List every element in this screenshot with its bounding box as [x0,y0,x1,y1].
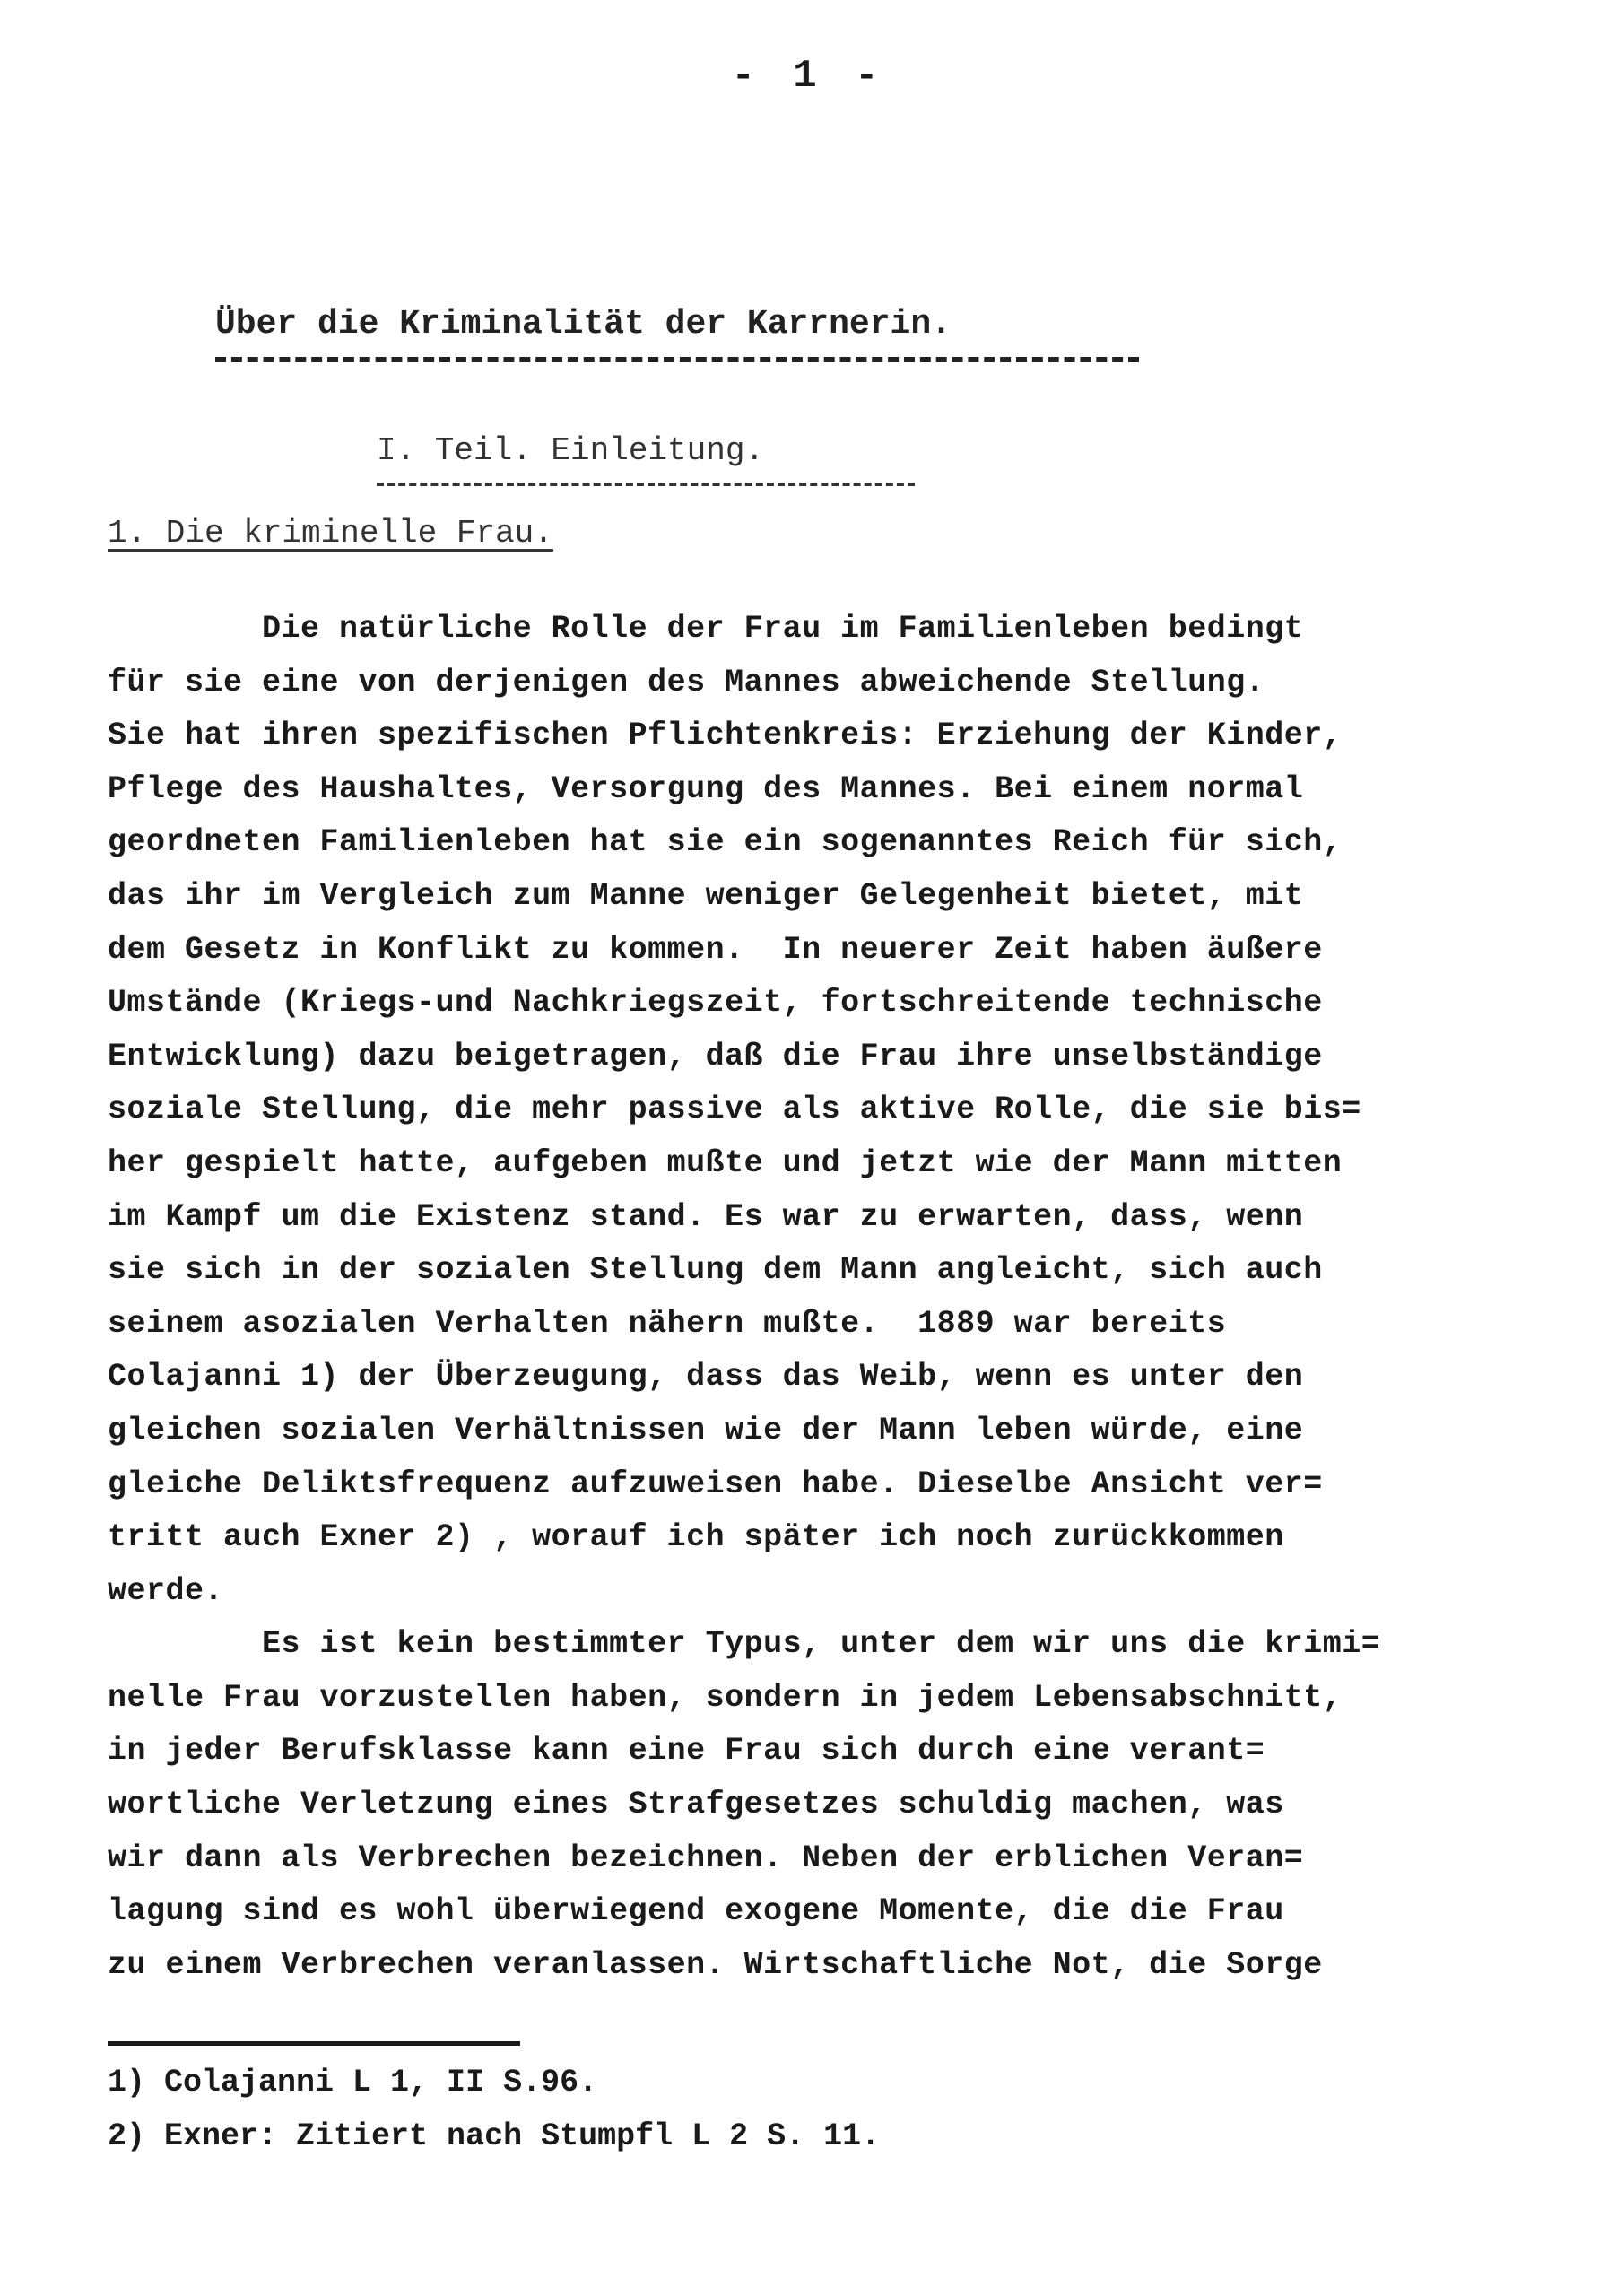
body-line: tritt auch Exner 2) , worauf ich später ich noch zurückkommen [108,1519,1284,1556]
body-line: wortliche Verletzung eines Strafgesetzes schuldig machen, was [108,1787,1284,1823]
footnote-separator [108,2041,520,2046]
page-number: - 1 - [731,54,886,99]
body-line: her gespielt hatte, aufgeben mußte und jetzt wie der Mann mitten [108,1144,1343,1181]
body-line: Die natürliche Rolle der Frau im Familienleben bedingt [108,611,1304,647]
body-line: das ihr im Vergleich zum Manne weniger Gelegenheit bietet, mit [108,877,1304,914]
body-line: gleiche Deliktsfrequenz aufzuweisen habe. Dieselbe Ansicht ver= [108,1465,1323,1502]
document-title: Über die Kriminalität der Karrnerin. [215,305,952,344]
body-line: werde. [108,1572,224,1609]
body-line: geordneten Familienleben hat sie ein sogenanntes Reich für sich, [108,824,1343,861]
body-line: für sie eine von derjenigen des Mannes abweichende Stellung. [108,664,1265,700]
body-line: soziale Stellung, die mehr passive als aktive Rolle, die sie bis= [108,1091,1361,1128]
body-line: Colajanni 1) der Überzeugung, dass das Weib, wenn es unter den [108,1359,1304,1396]
part-heading: I. Teil. Einleitung. [377,432,765,469]
body-line: im Kampf um die Existenz stand. Es war zu erwarten, dass, wenn [108,1198,1304,1235]
body-line: dem Gesetz in Konflikt zu kommen. In neuerer Zeit haben äußere [108,931,1323,968]
body-line: seinem asozialen Verhalten nähern mußte. 1889 war bereits [108,1305,1227,1342]
body-line: in jeder Berufsklasse kann eine Frau sich durch eine verant= [108,1733,1265,1770]
body-line: sie sich in der sozialen Stellung dem Mann angleicht, sich auch [108,1252,1323,1289]
body-text [108,603,1560,1992]
body-line: lagung sind es wohl überwiegend exogene Momente, die die Frau [108,1893,1284,1930]
body-line: Sie hat ihren spezifischen Pflichtenkreis: Erziehung der Kinder, [108,718,1343,754]
part-dashed-rule [377,483,915,486]
body-line: Pflege des Haushaltes, Versorgung des Mannes. Bei einem normal [108,770,1304,807]
footnote: 1) Colajanni L 1, II S.96. [108,2065,598,2100]
body-line: zu einem Verbrechen veranlassen. Wirtschaftliche Not, die Sorge [108,1946,1323,1983]
body-line: Es ist kein bestimmter Typus, unter dem wir uns die krimi= [108,1626,1381,1663]
body-line: Umstände (Kriegs-und Nachkriegszeit, fortschreitende technische [108,985,1323,1022]
section-heading: 1. Die kriminelle Frau. [108,515,553,552]
body-line: wir dann als Verbrechen bezeichnen. Neben der erblichen Veran= [108,1839,1304,1876]
footnote: 2) Exner: Zitiert nach Stumpfl L 2 S. 11. [108,2118,881,2154]
footnotes [108,2056,1543,2163]
body-line: gleichen sozialen Verhältnissen wie der Mann leben würde, eine [108,1412,1304,1448]
body-line: Entwicklung) dazu beigetragen, daß die Frau ihre unselbständige [108,1038,1323,1074]
title-dashed-rule [215,357,1139,362]
body-line: nelle Frau vorzustellen haben, sondern in jedem Lebensabschnitt, [108,1679,1343,1716]
